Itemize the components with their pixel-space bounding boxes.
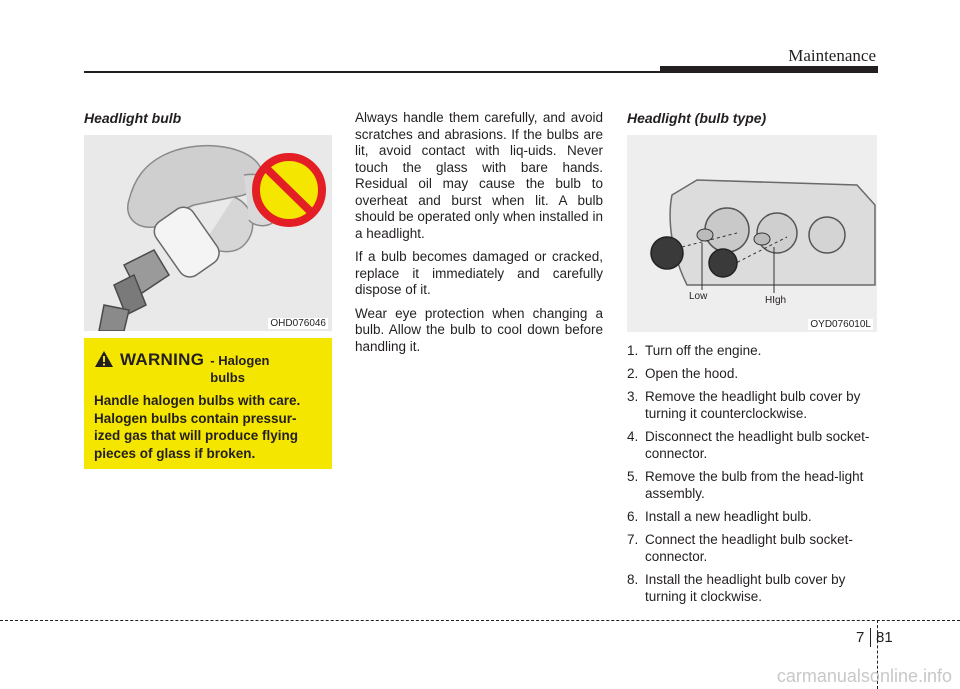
figure-code: OHD076046 [270, 318, 326, 329]
page-number: 81 [876, 629, 893, 646]
footer-rule [0, 620, 960, 621]
step-number: 1. [627, 343, 639, 358]
section-title: Maintenance [788, 46, 876, 65]
paragraph: If a bulb becomes damaged or cracked, replace it immediately and carefully dispose of it. [355, 249, 603, 297]
step-text: Install a new headlight bulb. [645, 509, 812, 524]
list-item [627, 342, 879, 359]
step-text: Turn off the engine. [645, 343, 762, 358]
warning-subtitle: - Halogen bulbs [210, 353, 270, 385]
step-text: Remove the bulb from the head-light assembly. [645, 469, 864, 501]
list-item [627, 428, 879, 462]
headlight-bulb-heading: Headlight bulb [84, 110, 182, 126]
step-text: Open the hood. [645, 366, 739, 381]
step-text: Install the headlight bulb cover by turning it clockwise. [645, 572, 846, 604]
watermark: carmanualsonline.info [776, 666, 952, 686]
figure-code: OYD076010L [810, 319, 871, 330]
bulb-type-heading: Headlight (bulb type) [627, 110, 767, 126]
list-item [627, 365, 879, 382]
list-item [627, 508, 879, 525]
list-item [627, 531, 879, 565]
paragraph: Always handle them carefully, and avoid scratches and abrasions. If the bulbs are lit, avoid contact with liq-uids. Never touch the glass with bare hands. Residual oil may cause the bulb to overheat and burst when lit. A bulb should be operated only when installed in a headlight. [355, 110, 603, 241]
chapter-number: 7 [856, 629, 865, 646]
step-number: 8. [627, 572, 639, 587]
headlight-assembly-figure [627, 135, 877, 332]
bulb-replacement-steps [627, 342, 879, 611]
low-beam-label: Low [689, 291, 708, 302]
list-item [627, 468, 879, 502]
step-text: Disconnect the headlight bulb socket-connector. [645, 429, 870, 461]
warning-triangle-icon [94, 350, 114, 368]
list-item [627, 571, 879, 605]
high-beam-label: HIgh [765, 295, 787, 306]
halogen-bulb-figure [84, 135, 332, 331]
step-number: 3. [627, 389, 639, 404]
headlight-assembly-illustration [627, 135, 877, 332]
page-number-separator [870, 628, 871, 647]
warning-box [84, 338, 332, 469]
hand-holding-bulb-illustration [84, 135, 332, 331]
warning-word: WARNING [120, 350, 205, 369]
step-number: 2. [627, 366, 639, 381]
step-text: Connect the headlight bulb socket-connector. [645, 532, 853, 564]
header-rule-accent [660, 66, 878, 73]
step-text: Remove the headlight bulb cover by turning it counterclockwise. [645, 389, 861, 421]
step-number: 6. [627, 509, 639, 524]
list-item [627, 388, 879, 422]
handling-text [355, 110, 603, 362]
warning-title [94, 350, 322, 386]
step-number: 5. [627, 469, 639, 484]
warning-body: Handle halogen bulbs with care. Halogen bulbs contain pressur-ized gas that will produce flying pieces of glass if broken. [94, 393, 301, 461]
step-number: 4. [627, 429, 639, 444]
step-number: 7. [627, 532, 639, 547]
paragraph: Wear eye protection when changing a bulb. Allow the bulb to cool down before handling it. [355, 305, 603, 354]
